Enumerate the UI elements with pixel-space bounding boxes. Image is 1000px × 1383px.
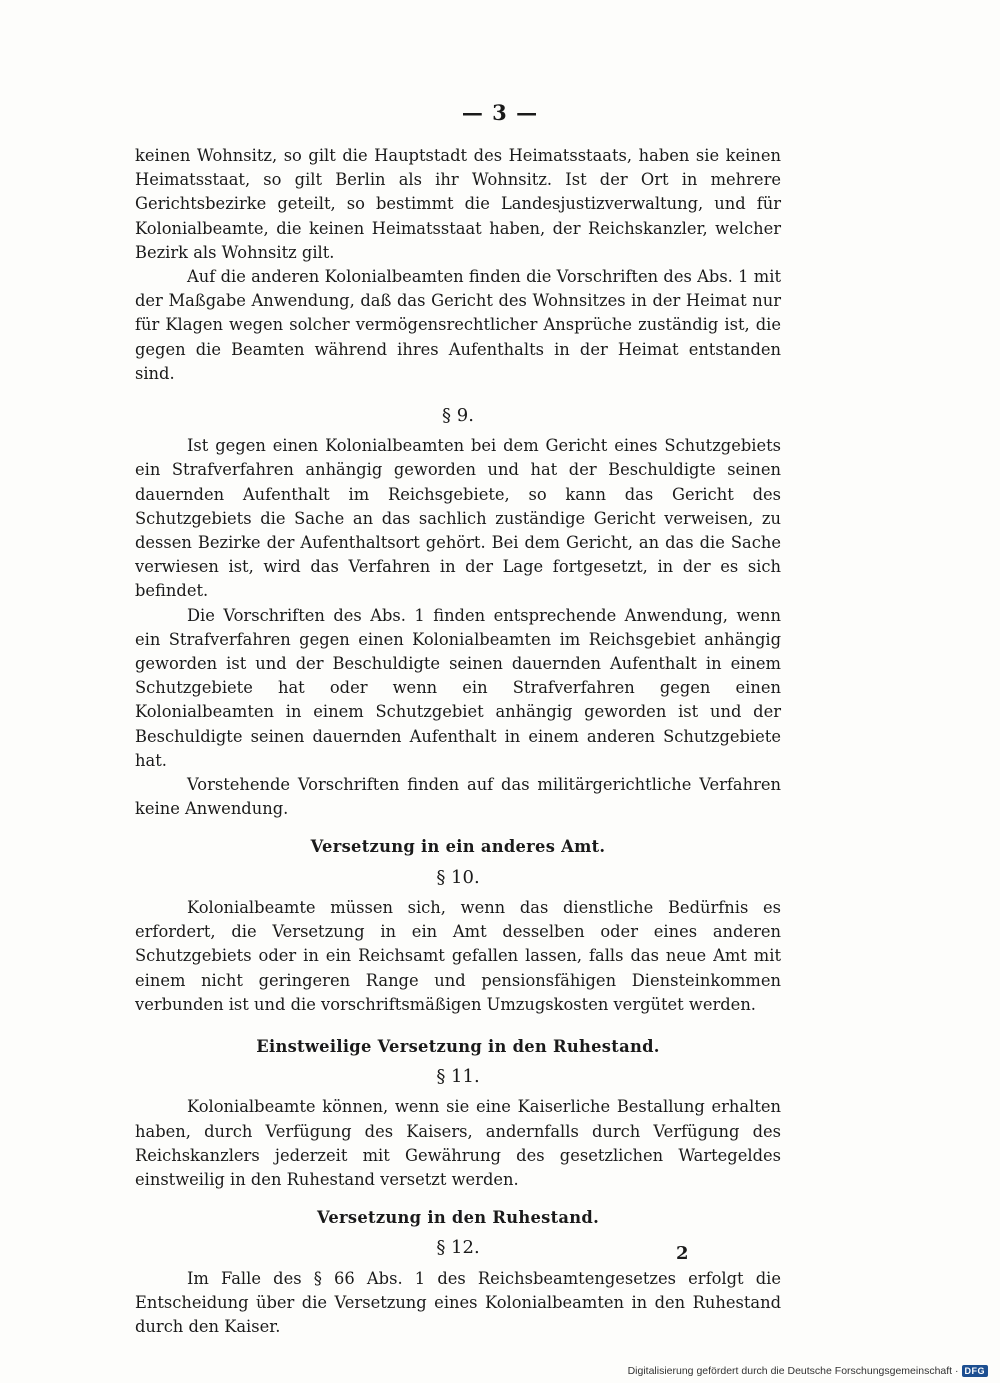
paragraph: Kolonialbeamte müssen sich, wenn das dienstliche Bedürfnis es erfordert, die Versetzung in ein Amt desselben oder eines anderen Schutzgebiets oder in ein Reichsamt gefallen lassen, falls das neue Amt mit einem nicht geringeren Range und pensionsfähigen Diensteinkommen verbunden ist und die vorschriftsmäßigen Umzugskosten vergütet werden. (135, 897, 781, 1014)
paragraph-continued: keinen Wohnsitz, so gilt die Hauptstadt des Heimatsstaats, haben sie keinen Heimatsstaat, so gilt Berlin als ihr Wohnsitz. Ist der Ort in mehrere Gerichtsbezirke geteilt, so bestimmt die Landesjustizverwaltung, und für Kolonialbeamte, die keinen Heimatsstaat haben, der Reichskanzler, welcher Bezirk als Wohnsitz gilt. (135, 146, 781, 262)
digitization-footer (628, 1365, 988, 1377)
section-heading: Einstweilige Versetzung in den Ruhestand. (256, 1036, 660, 1056)
footer-text: Digitalisierung gefördert durch die Deutsche Forschungsgemeinschaft · (627, 1365, 959, 1377)
sheet-signature-number: 2 (676, 1243, 689, 1264)
section-heading: Versetzung in den Ruhestand. (316, 1208, 600, 1228)
paragraph: Kolonialbeamte können, wenn sie eine Kaiserliche Bestallung erhalten haben, durch Verfügung des Kaisers, andernfalls durch Verfügung des Reichskanzlers jederzeit mit Gewährung des gesetzlichen Wartegeldes einstweilig in den Ruhestand versetzt werden. (135, 1097, 781, 1189)
paragraph: Auf die anderen Kolonialbeamten finden die Vorschriften des Abs. 1 mit der Maßgabe Anwendung, daß das Gericht des Wohnsitzes in der Heimat nur für Klagen wegen solcher vermögensrechtlicher Ansprüche zuständig ist, die gegen die Beamten während ihres Aufenthalts in der Heimat entstanden sind. (135, 267, 781, 383)
section-number-12: § 12. (436, 1237, 480, 1259)
section-number-9: § 9. (442, 405, 474, 427)
paragraph: Die Vorschriften des Abs. 1 finden entsprechende Anwendung, wenn ein Strafverfahren gegen einen Kolonialbeamten im Reichsgebiet anhängig geworden ist und der Beschuldigte seinen dauernden Aufenthalt in einem Schutzgebiete hat oder wenn ein Strafverfahren gegen einen Kolonialbeamten in einem Schutzgebiet anhängig geworden ist und der Beschuldigte seinen dauernden Aufenthalt in einem anderen Schutzgebiete hat. (135, 605, 781, 770)
paragraph: Im Falle des § 66 Abs. 1 des Reichsbeamtengesetzes erfolgt die Entscheidung über die Versetzung eines Kolonialbeamten in den Ruhestand durch den Kaiser. (135, 1268, 781, 1336)
section-number-10: § 10. (436, 866, 480, 888)
page-number: — 3 — (461, 100, 539, 125)
dfg-logo-icon: DFG (962, 1365, 989, 1377)
paragraph: Ist gegen einen Kolonialbeamten bei dem Gericht eines Schutzgebiets ein Strafverfahren anhängig geworden und hat der Beschuldigte seinen dauernden Aufenthalt im Reichsgebiete, so kann das Gericht des Schutzgebiets die Sache an das sachlich zuständige Gericht verweisen, zu dessen Bezirke der Aufenthaltsort gehört. Bei dem Gericht, an das die Sache verwiesen ist, wird das Verfahren in der Lage fortgesetzt, in der es sich befindet. (135, 436, 781, 601)
document-body (135, 144, 781, 1339)
section-number-11: § 11. (436, 1066, 480, 1088)
paragraph: Vorstehende Vorschriften finden auf das militärgerichtliche Verfahren keine Anwendung. (135, 775, 781, 819)
section-heading: Versetzung in ein anderes Amt. (310, 837, 606, 857)
